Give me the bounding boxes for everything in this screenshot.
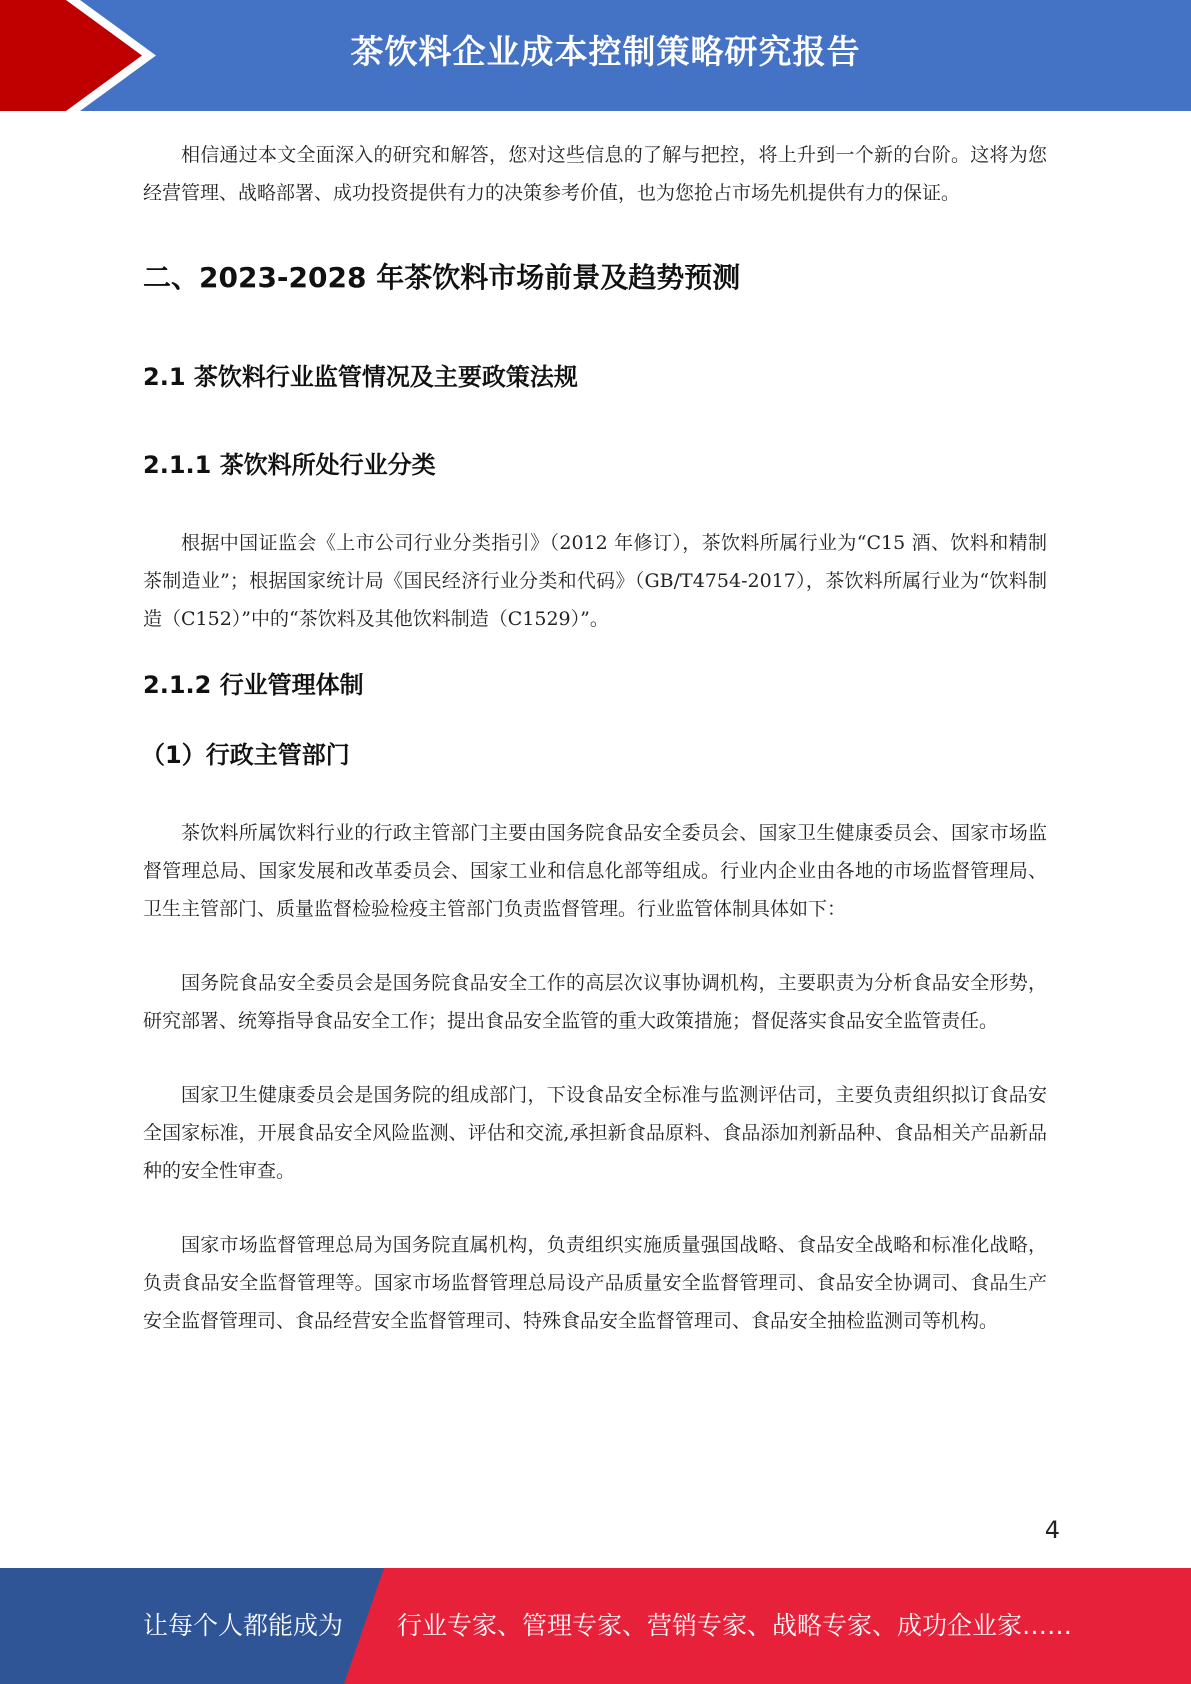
market-regulation-paragraph: 国家市场监督管理总局为国务院直属机构，负责组织实施质量强国战略、食品安全战略和标准化战略，负责食品安全监督管理等。国家市场监督管理总局设产品质量安全监督管理司、食品安全协调司、食品生产安全监督管理司、食品经营安全监督管理司、特殊食品安全监督管理司、食品安全抽检监测司等机构。 [143, 1234, 1047, 1332]
page-number: 4 [1044, 1516, 1060, 1544]
footer-slogan-right: 行业专家、管理专家、营销专家、战略专家、成功企业家…… [397, 1611, 1073, 1640]
header-title: 茶饮料企业成本控制策略研究报告 [350, 32, 861, 71]
health-commission-paragraph: 国家卫生健康委员会是国务院的组成部门，下设食品安全标准与监测评估司，主要负责组织拟订食品安全国家标准，开展食品安全风险监测、评估和交流,承担新食品原料、食品添加剂新品种、食品相关产品新品种的安全性审查。 [143, 1084, 1047, 1182]
administrative-paragraph: 茶饮料所属饮料行业的行政主管部门主要由国务院食品安全委员会、国家卫生健康委员会、国家市场监督管理总局、国家发展和改革委员会、国家工业和信息化部等组成。行业内企业由各地的市场监督管理局、卫生主管部门、质量监督检验检疫主管部门负责监督管理。行业监管体制具体如下： [143, 822, 1047, 920]
page-content [143, 136, 1047, 1340]
section-heading: 二、2023-2028 年茶饮料市场前景及趋势预测 [143, 261, 741, 294]
heading-management-system: 2.1.2 行业管理体制 [143, 671, 364, 699]
page-header [0, 0, 1191, 111]
heading-industry-classification: 2.1.1 茶饮料所处行业分类 [143, 451, 436, 479]
page-footer [0, 1568, 1191, 1684]
intro-paragraph: 相信通过本文全面深入的研究和解答，您对这些信息的了解与把控，将上升到一个新的台阶。这将为您经营管理、战略部署、成功投资提供有力的决策参考价值，也为您抢占市场先机提供有力的保证。 [143, 144, 1047, 204]
heading-administrative-department: （1）行政主管部门 [141, 741, 350, 769]
footer-slogan-left: 让每个人都能成为 [143, 1611, 344, 1640]
classification-paragraph: 根据中国证监会《上市公司行业分类指引》（2012 年修订），茶饮料所属行业为“C15 酒、饮料和精制茶制造业”；根据国家统计局《国民经济行业分类和代码》（GB/T4754-2017），茶饮料所属行业为“饮料制造（C152）”中的“茶饮料及其他饮料制造（C1529）”。 [143, 532, 1047, 630]
food-safety-council-paragraph: 国务院食品安全委员会是国务院食品安全工作的高层次议事协调机构，主要职责为分析食品安全形势，研究部署、统筹指导食品安全工作；提出食品安全监管的重大政策措施；督促落实食品安全监管责任。 [143, 972, 1047, 1032]
subsection-heading: 2.1 茶饮料行业监管情况及主要政策法规 [143, 363, 578, 391]
